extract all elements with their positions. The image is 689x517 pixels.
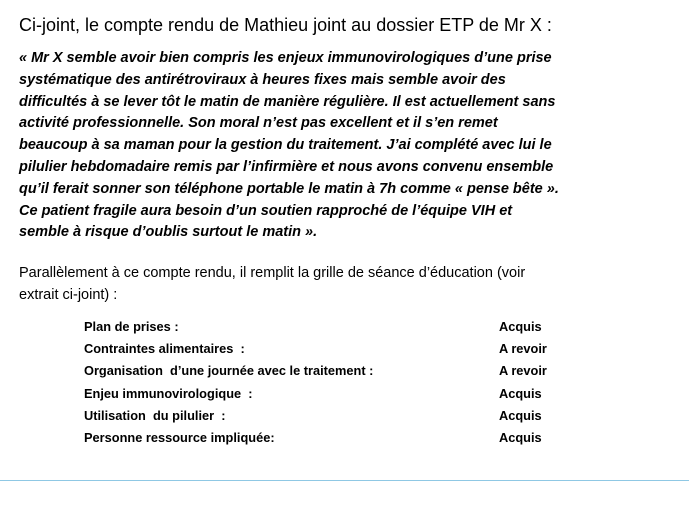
grid-row <box>84 407 584 429</box>
grid-value: A revoir <box>499 341 547 357</box>
grid-value: Acquis <box>499 385 542 401</box>
grid-label: Enjeu immunovirologique : <box>84 385 253 401</box>
grid-value: Acquis <box>499 319 542 334</box>
grid-label: Personne ressource impliquée: <box>84 429 275 445</box>
grid-value: Acquis <box>499 429 542 445</box>
grid-row <box>84 429 584 451</box>
grid-row <box>84 362 584 384</box>
quote-line: Ce patient fragile aura besoin d’un soutien rapproché de l’équipe VIH et <box>19 202 513 219</box>
intro-paragraph <box>19 262 679 306</box>
quote-line: activité professionnelle. Son moral n’est pas excellent et il s’en remet <box>19 115 498 132</box>
quote-line: difficultés à se lever tôt le matin de manière régulière. Il est actuellement sans <box>19 93 556 110</box>
grid-label: Organisation d’une journée avec le traitement : <box>84 363 374 379</box>
quote-line: « Mr X semble avoir bien compris les enjeux immunovirologiques d’une prise <box>19 50 552 66</box>
grid-value: A revoir <box>499 363 547 379</box>
grid-row <box>84 385 584 407</box>
slide-title: Ci-joint, le compte rendu de Mathieu joint au dossier ETP de Mr X : <box>19 15 552 35</box>
quote-line: semble à risque d’oublis surtout le matin ». <box>19 224 318 241</box>
education-grid <box>84 318 584 451</box>
report-quote <box>19 48 684 244</box>
grid-label: Utilisation du pilulier : <box>84 407 226 423</box>
grid-row <box>84 340 584 362</box>
quote-line: systématique des antirétroviraux à heures fixes mais semble avoir des <box>19 71 506 88</box>
intro-line: Parallèlement à ce compte rendu, il remplit la grille de séance d’éducation (voir <box>19 265 526 281</box>
grid-value: Acquis <box>499 407 542 423</box>
grid-label: Plan de prises : <box>84 319 179 334</box>
quote-line: qu’il ferait sonner son téléphone portable le matin à 7h comme « pense bête ». <box>19 180 559 197</box>
grid-row <box>84 318 584 340</box>
intro-line: extrait ci-joint) : <box>19 287 118 303</box>
quote-line: pilulier hebdomadaire remis par l’infirmière et nous avons convenu ensemble <box>19 158 554 175</box>
quote-line: beaucoup à sa maman pour la gestion du traitement. J’ai complété avec lui le <box>19 137 552 154</box>
bottom-divider <box>0 480 689 481</box>
grid-label: Contraintes alimentaires : <box>84 341 245 357</box>
